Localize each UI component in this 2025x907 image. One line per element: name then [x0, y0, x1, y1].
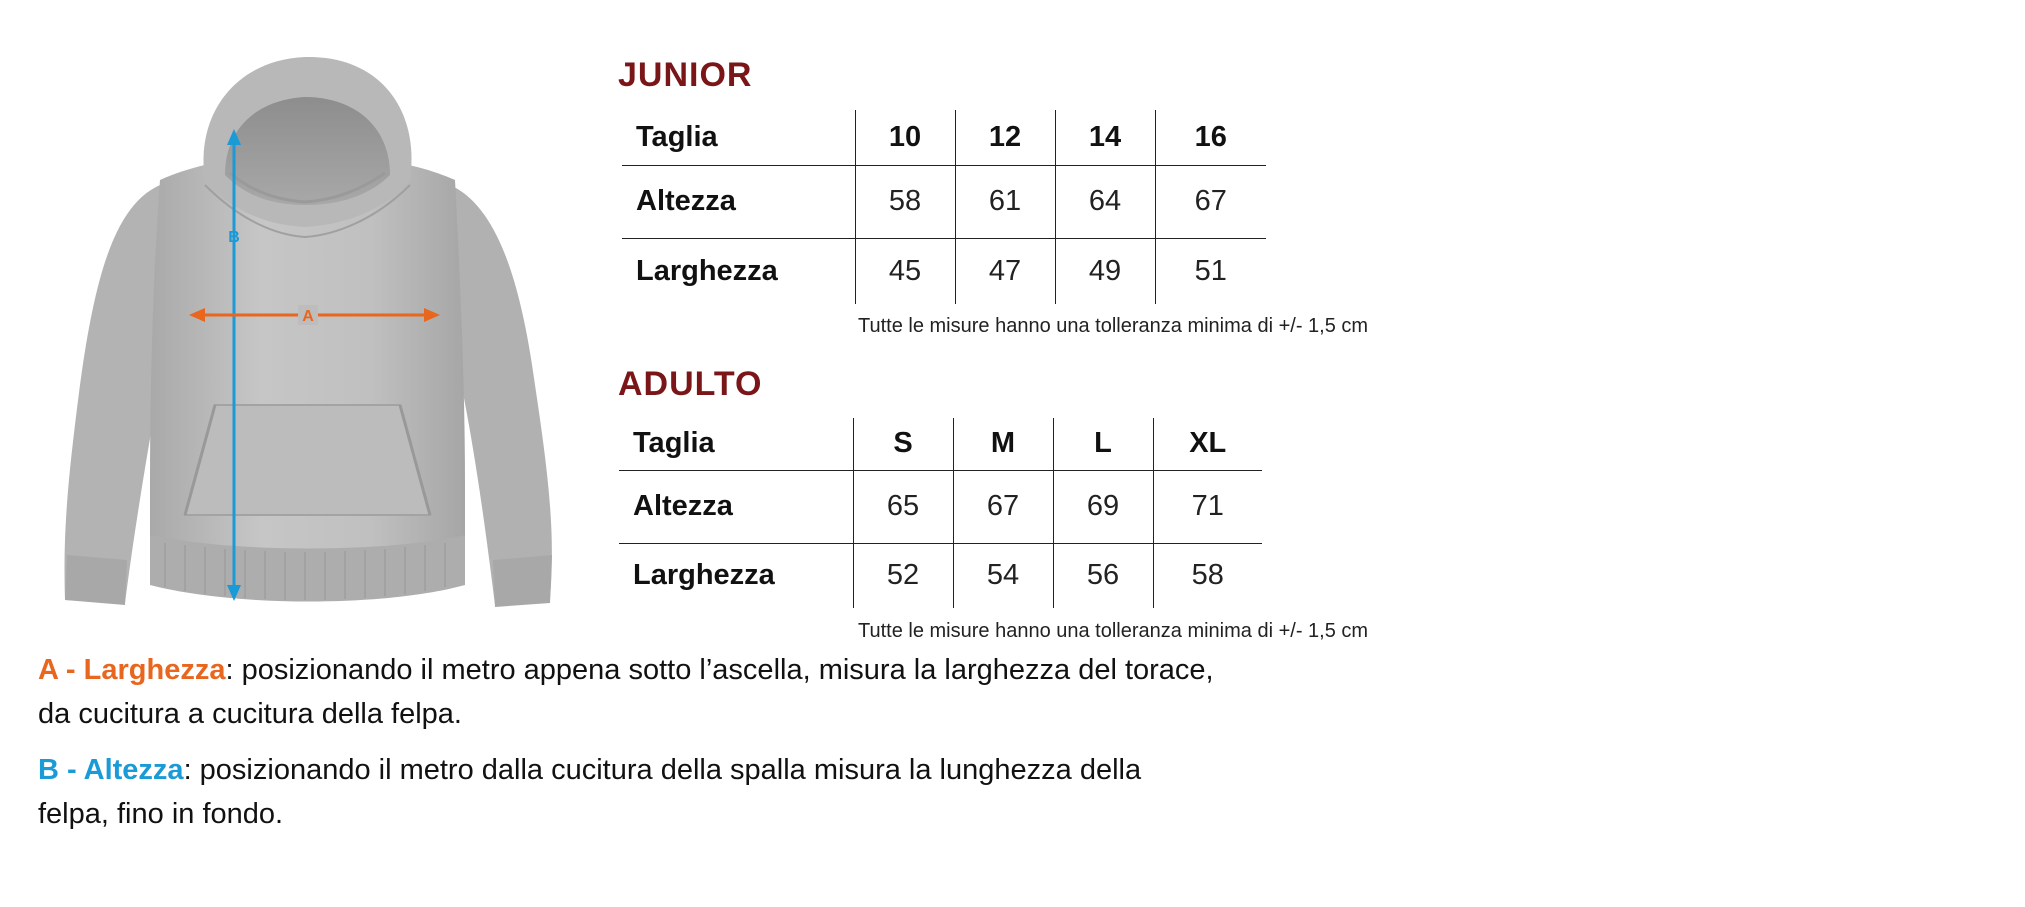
- value-cell: 58: [855, 165, 955, 238]
- header-cell: M: [953, 418, 1053, 470]
- header-cell: XL: [1153, 418, 1262, 470]
- value-cell: 69: [1053, 470, 1153, 543]
- row-label: Altezza: [622, 165, 855, 238]
- right-cuff: [493, 555, 552, 607]
- value-cell: 54: [953, 543, 1053, 608]
- table-row: [619, 418, 1262, 470]
- value-cell: 67: [1155, 165, 1266, 238]
- junior-size-table: [622, 110, 1266, 304]
- hoodie-illustration: [55, 55, 565, 625]
- adulto-tolerance-note: Tutte le misure hanno una tolleranza minima di +/- 1,5 cm: [858, 620, 1369, 642]
- value-cell: 67: [953, 470, 1053, 543]
- header-cell: 14: [1055, 110, 1155, 165]
- left-sleeve: [65, 185, 165, 603]
- measure-a-label: A: [302, 308, 314, 325]
- header-cell: 12: [955, 110, 1055, 165]
- row-label: Larghezza: [622, 238, 855, 304]
- value-cell: 61: [955, 165, 1055, 238]
- value-cell: 49: [1055, 238, 1155, 304]
- table-row: [619, 543, 1262, 608]
- header-cell: 10: [855, 110, 955, 165]
- value-cell: 47: [955, 238, 1055, 304]
- table-row: [622, 110, 1266, 165]
- header-cell: Taglia: [633, 427, 715, 460]
- description-a-text: : posizionando il metro appena sotto l’ascella, misura la larghezza del torace,: [225, 654, 1214, 686]
- value-cell: 64: [1055, 165, 1155, 238]
- description-b-text-cont: felpa, fino in fondo.: [38, 798, 284, 830]
- description-a: [38, 648, 1438, 736]
- row-label: Larghezza: [619, 543, 853, 608]
- description-a-key: A - Larghezza: [38, 654, 226, 686]
- left-cuff: [65, 555, 127, 605]
- row-label: Altezza: [619, 470, 853, 543]
- right-sleeve: [450, 185, 552, 605]
- value-cell: 71: [1153, 470, 1262, 543]
- value-cell: 51: [1155, 238, 1266, 304]
- value-cell: 65: [853, 470, 953, 543]
- table-row: [622, 238, 1266, 304]
- value-cell: 58: [1153, 543, 1262, 608]
- description-b-text: : posizionando il metro dalla cucitura della spalla misura la lunghezza della: [183, 754, 1142, 786]
- junior-title: JUNIOR: [618, 56, 753, 94]
- adulto-title: ADULTO: [618, 365, 763, 403]
- header-cell: 16: [1155, 110, 1266, 165]
- junior-tolerance-note: Tutte le misure hanno una tolleranza minima di +/- 1,5 cm: [858, 315, 1369, 337]
- kangaroo-pocket: [185, 405, 430, 515]
- header-cell: L: [1053, 418, 1153, 470]
- table-row: [622, 165, 1266, 238]
- description-b: [38, 748, 1438, 836]
- header-cell: Taglia: [636, 120, 718, 153]
- description-b-key: B - Altezza: [38, 754, 184, 786]
- value-cell: 45: [855, 238, 955, 304]
- adulto-size-table: [619, 418, 1262, 608]
- description-a-text-cont: da cucitura a cucitura della felpa.: [38, 698, 462, 730]
- value-cell: 52: [853, 543, 953, 608]
- table-row: [619, 470, 1262, 543]
- measure-b-label: B: [228, 229, 240, 246]
- header-cell: S: [853, 418, 953, 470]
- value-cell: 56: [1053, 543, 1153, 608]
